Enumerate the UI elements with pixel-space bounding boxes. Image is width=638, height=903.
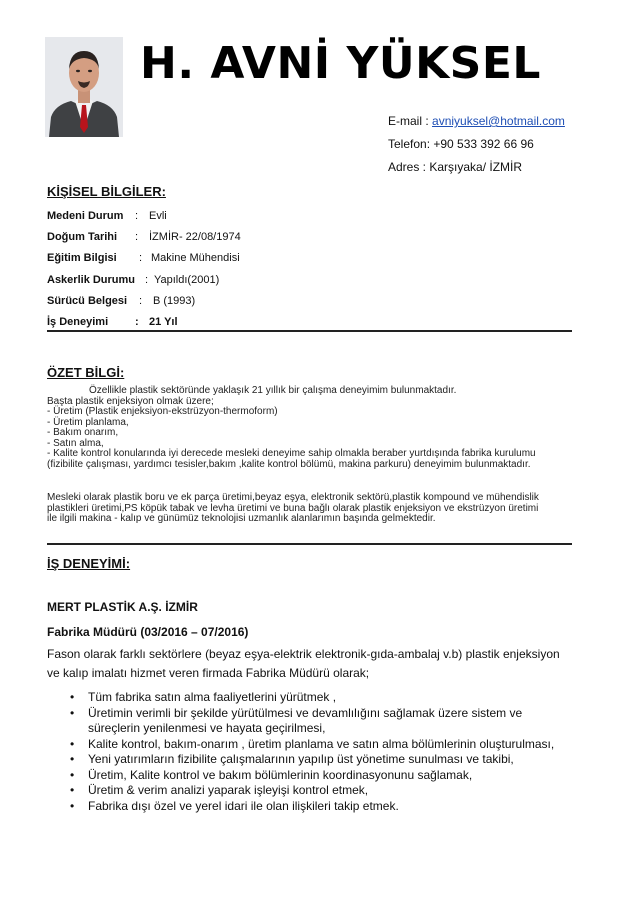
row-value: B (1993)	[153, 295, 196, 307]
job-position: Fabrika Müdürü (03/2016 – 07/2016)	[47, 625, 249, 639]
summary-line: - Üretim planlama,	[47, 416, 129, 428]
personal-row-military	[47, 274, 219, 286]
summary-line: - Üretim (Plastik enjeksiyon-ekstrüzyon-thermoform)	[47, 406, 278, 417]
personal-row-birth	[47, 231, 241, 243]
list-item: • Yeni yatırımların fizibilite çalışmalarının yapılıp üst yönetime sunulması ve takibi,	[70, 752, 575, 768]
row-value: Evli	[149, 210, 167, 222]
list-item: • Fabrika dışı özel ve yerel idari ile olan ilişkileri takip etmek.	[70, 799, 575, 815]
summary-line: ile ilgili makina - kalıp ve günümüz teknolojisi uzmanlık alanlarımın başında gelmektedir.	[47, 513, 436, 524]
summary-line: (fizibilite çalışması, yardımcı tesisler,bakım ,kalite kontrol bölümü, makina parkuru) deneyimim bulunmaktadır.	[47, 458, 531, 470]
row-key: Sürücü Belgesi	[47, 295, 128, 307]
responsibility-list	[70, 690, 575, 814]
personal-row-experience	[47, 316, 178, 328]
portrait-image	[45, 37, 123, 137]
row-sep: :	[135, 316, 139, 328]
phone-line: Telefon: +90 533 392 66 96	[388, 137, 534, 151]
row-key: Eğitim Bilgisi	[47, 252, 117, 264]
row-key: Medeni Durum	[47, 210, 124, 222]
summary-text	[47, 386, 577, 470]
email-link[interactable]: avniyuksel@hotmail.com	[432, 114, 565, 128]
profile-photo	[45, 37, 123, 137]
address-line: Adres : Karşıyaka/ İZMİR	[388, 160, 523, 174]
personal-row-marital	[47, 210, 167, 222]
email-line	[388, 114, 565, 128]
section-divider	[47, 330, 572, 332]
company-name: MERT PLASTİK A.Ş. İZMİR	[47, 600, 198, 614]
personal-info-title: KİŞİSEL BİLGİLER:	[47, 184, 166, 199]
summary-line: plastikleri üretimi,PS köpük tabak ve levha üretimi ve buna bağlı olarak plastik enjeksiyon ve ekstrüzyon üretimi	[47, 502, 539, 514]
summary-line: - Bakım onarım,	[47, 427, 119, 438]
list-item: • Üretim & verim analizi yaparak işleyişi kontrol etmek,	[70, 783, 575, 799]
row-sep: :	[139, 252, 143, 264]
row-value: İZMİR- 22/08/1974	[149, 231, 241, 243]
summary-line: Başta plastik enjeksiyon olmak üzere;	[47, 395, 214, 407]
row-sep: :	[145, 274, 149, 286]
row-value: Makine Mühendisi	[151, 252, 240, 264]
summary-title: ÖZET BİLGİ:	[47, 365, 125, 380]
summary-paragraph-2	[47, 493, 577, 525]
row-sep: :	[135, 231, 139, 243]
row-key: Doğum Tarihi	[47, 231, 118, 243]
row-sep: :	[139, 295, 143, 307]
row-sep: :	[135, 210, 139, 222]
list-item: • Üretimin verimli bir şekilde yürütülmesi ve devamlılığını sağlamak üzere sistem ve süreçlerin yenilenmesi ve hayata geçirilmesi,	[70, 706, 575, 737]
email-label: E-mail :	[388, 114, 433, 128]
row-value: 21 Yıl	[149, 316, 178, 328]
personal-row-education	[47, 252, 240, 264]
personal-row-license	[47, 295, 195, 307]
section-divider	[47, 543, 572, 545]
experience-title: İŞ DENEYİMİ:	[47, 556, 131, 571]
summary-line: Mesleki olarak plastik boru ve ek parça üretimi,beyaz eşya, elektronik sektörü,plastik kompound ve mühendislik	[47, 492, 539, 503]
row-key: İş Deneyimi	[47, 316, 109, 328]
summary-line: - Satın alma,	[47, 437, 104, 449]
list-item: • Tüm fabrika satın alma faaliyetlerini yürütmek ,	[70, 690, 575, 706]
summary-line: Özellikle plastik sektöründe yaklaşık 21 yıllık bir çalışma deneyimim bulunmaktadır.	[89, 385, 457, 396]
list-item: • Üretim, Kalite kontrol ve bakım bölümlerinin koordinasyonunu sağlamak,	[70, 768, 575, 784]
candidate-name: H. AVNİ YÜKSEL	[140, 38, 541, 89]
row-key: Askerlik Durumu	[47, 274, 136, 286]
summary-line: - Kalite kontrol konularında iyi derecede mesleki deneyime sahip olmakla beraber yurtdışında fabrika kurulumu	[47, 448, 536, 459]
list-item: • Kalite kontrol, bakım-onarım , üretim planlama ve satın alma bölümlerinin oluşturulması,	[70, 737, 575, 753]
row-value: Yapıldı(2001)	[154, 274, 220, 286]
job-intro: Fason olarak farklı sektörlere (beyaz eşya-elektrik elektronik-gıda-ambalaj v.b) plastik enjeksiyon ve kalıp imalatı hizmet veren firmada Fabrika Müdürü olarak;	[47, 647, 560, 680]
